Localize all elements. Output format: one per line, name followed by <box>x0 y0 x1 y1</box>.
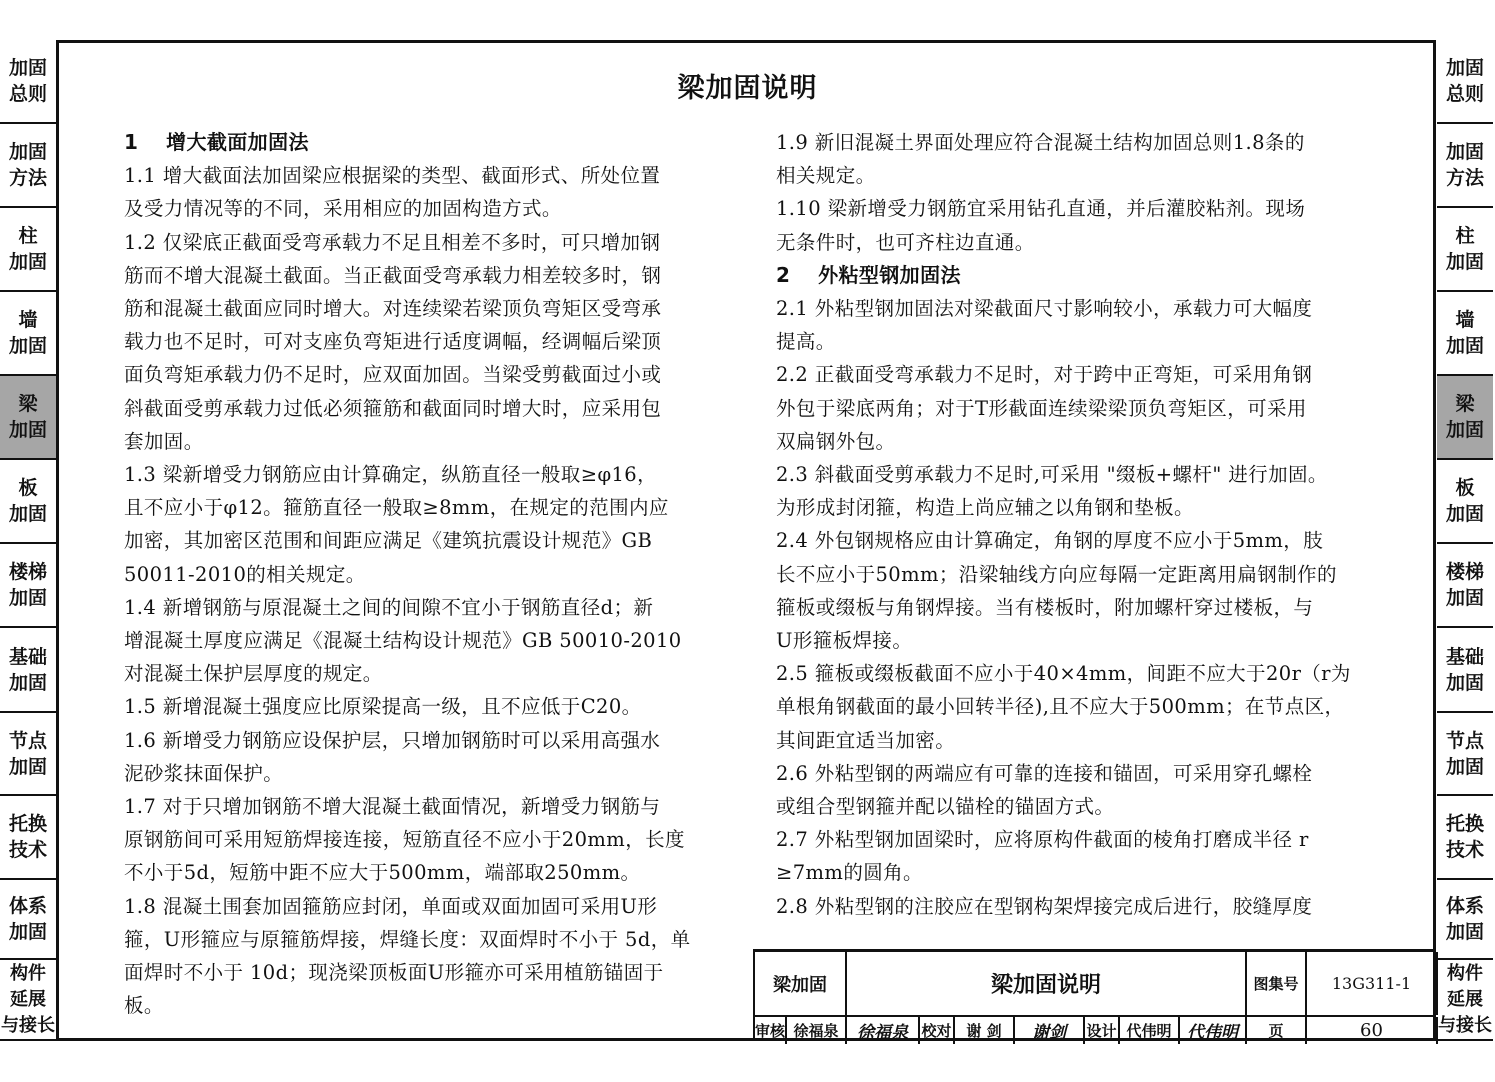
side-tab[interactable]: 柱 加固 <box>0 208 56 292</box>
drawing-title-cell: 梁加固说明 <box>847 952 1247 1015</box>
check-signature: 谢剑 <box>1015 1017 1085 1044</box>
side-tab[interactable]: 加固 总则 <box>0 40 56 124</box>
page-title: 梁加固说明 <box>677 73 818 104</box>
side-tab[interactable]: 基础 加固 <box>1437 628 1493 713</box>
side-tab[interactable]: 楼梯 加固 <box>0 544 56 628</box>
side-tab[interactable]: 构件 延展 与接长 <box>1437 960 1493 1041</box>
clause-paragraph: 2.4 外包钢规格应由计算确定，角钢的厚度不应小于5mm，肢 长不应小于50mm；沿梁轴线方向应每隔一定距离用扁钢制作的 箍板或缀板与角钢焊接。当有楼板时，附加螺杆穿过楼板，与 U形箍板焊接。 <box>776 529 1337 653</box>
side-tab[interactable]: 节点 加固 <box>1437 713 1493 796</box>
review-label: 审核 <box>755 1017 787 1044</box>
left-text-column <box>124 126 724 1022</box>
clause-paragraph: 1.9 新旧混凝土界面处理应符合混凝土结构加固总则1.8条的 相关规定。 <box>776 131 1305 188</box>
check-name: 谢 剑 <box>955 1017 1015 1044</box>
section-heading: 1 增大截面加固法 <box>124 130 309 154</box>
clause-paragraph: 2.2 正截面受弯承载力不足时，对于跨中正弯矩，可采用角钢 外包于梁底两角；对于T形截面连续梁梁顶负弯矩区，可采用 双扁钢外包。 <box>776 363 1313 453</box>
side-tab[interactable]: 体系 加固 <box>1437 880 1493 960</box>
design-label: 设计 <box>1085 1017 1120 1044</box>
clause-paragraph: 1.8 混凝土围套加固箍筋应封闭，单面或双面加固可采用U形 箍，U形箍应与原箍筋焊接，焊缝长度：双面焊时不小于 5d，单 面焊时不小于 10d；现浇梁顶板面U形箍亦可采用植筋锚固于 板。 <box>124 894 691 1018</box>
clause-paragraph: 2.1 外粘型钢加固法对梁截面尺寸影响较小，承载力可大幅度 提高。 <box>776 297 1313 354</box>
clause-paragraph: 1.5 新增混凝土强度应比原梁提高一级，且不应低于C20。 <box>124 695 642 719</box>
side-tab[interactable]: 柱 加固 <box>1437 208 1493 292</box>
clause-paragraph: 1.10 梁新增受力钢筋宜采用钻孔直通，并后灌胶粘剂。现场 无条件时，也可齐柱边直通。 <box>776 197 1306 254</box>
side-tab[interactable]: 墙 加固 <box>0 292 56 376</box>
clause-paragraph: 1.6 新增受力钢筋应设保护层，只增加钢筋时可以采用高强水 泥砂浆抹面保护。 <box>124 728 661 785</box>
side-tab[interactable]: 托换 技术 <box>0 796 56 880</box>
section-heading: 2 外粘型钢加固法 <box>776 262 961 287</box>
side-tab[interactable]: 基础 加固 <box>0 628 56 713</box>
clause-paragraph: 2.6 外粘型钢的两端应有可靠的连接和锚固，可采用穿孔螺栓 或组合型钢箍并配以锚栓的锚固方式。 <box>776 761 1313 819</box>
clause-paragraph: 2.8 外粘型钢的注胶应在型钢构架焊接完成后进行，胶缝厚度 <box>776 894 1313 918</box>
side-tab[interactable]: 梁 加固 <box>0 376 56 460</box>
title-block <box>753 949 1436 1041</box>
atlas-number: 13G311-1 <box>1307 952 1438 1015</box>
right-text-column <box>776 126 1376 923</box>
side-tab[interactable]: 板 加固 <box>0 460 56 544</box>
design-name: 代伟明 <box>1120 1017 1180 1044</box>
atlas-label: 图集号 <box>1247 952 1307 1015</box>
page-label: 页 <box>1247 1017 1307 1044</box>
clause-paragraph: 1.3 梁新增受力钢筋应由计算确定，纵筋直径一般取≥φ16， 且不应小于φ12。箍筋直径一般取≥8mm，在规定的范围内应 加密，其加密区范围和间距应满足《建筑抗震设计规范》GB 50011-2010的相关规定。 <box>124 463 669 586</box>
clause-paragraph: 1.1 增大截面法加固梁应根据梁的类型、截面形式、所处位置 及受力情况等的不同，采用相应的加固构造方式。 <box>124 164 661 221</box>
review-signature: 徐福泉 <box>847 1017 920 1044</box>
side-tab[interactable]: 板 加固 <box>1437 460 1493 544</box>
side-tab[interactable]: 加固 总则 <box>1437 40 1493 124</box>
side-tab[interactable]: 加固 方法 <box>1437 124 1493 208</box>
side-tab[interactable]: 节点 加固 <box>0 713 56 796</box>
clause-paragraph: 2.5 箍板或缀板截面不应小于40×4mm，间距不应大于20r（r为 单根角钢截面的最小回转半径),且不应大于500mm；在节点区， 其间距宜适当加密。 <box>776 662 1351 752</box>
side-tab[interactable]: 托换 技术 <box>1437 796 1493 880</box>
clause-paragraph: 2.7 外粘型钢加固梁时，应将原构件截面的棱角打磨成半径 r ≥7mm的圆角。 <box>776 828 1309 885</box>
side-tab[interactable]: 墙 加固 <box>1437 292 1493 376</box>
side-tab[interactable]: 楼梯 加固 <box>1437 544 1493 628</box>
category-cell: 梁加固 <box>755 952 847 1015</box>
side-tab[interactable]: 构件 延展 与接长 <box>0 960 56 1041</box>
clause-paragraph: 1.4 新增钢筋与原混凝土之间的间隙不宜小于钢筋直径d；新 增混凝土厚度应满足《混凝土结构设计规范》GB 50010-2010 对混凝土保护层厚度的规定。 <box>124 595 682 686</box>
side-tab[interactable]: 体系 加固 <box>0 880 56 960</box>
clause-paragraph: 2.3 斜截面受剪承载力不足时,可采用 "缀板+螺杆" 进行加固。 为形成封闭箍，构造上尚应辅之以角钢和垫板。 <box>776 463 1328 520</box>
side-tab[interactable]: 梁 加固 <box>1437 376 1493 460</box>
clause-paragraph: 1.7 对于只增加钢筋不增大混凝土截面情况，新增受力钢筋与 原钢筋间可采用短筋焊接连接，短筋直径不应小于20mm，长度 不小于5d，短筋中距不应大于500mm，端部取250mm。 <box>124 795 685 885</box>
check-label: 校对 <box>920 1017 955 1044</box>
design-signature: 代伟明 <box>1180 1017 1247 1044</box>
review-name: 徐福泉 <box>787 1017 847 1044</box>
side-tab[interactable]: 加固 方法 <box>0 124 56 208</box>
page-number: 60 <box>1307 1017 1438 1044</box>
clause-paragraph: 1.2 仅梁底正截面受弯承载力不足且相差不多时，可只增加钢 筋而不增大混凝土截面。当正截面受弯承载力相差较多时，钢 筋和混凝土截面应同时增大。对连续梁若梁顶负弯矩区受弯承 载力也不足时，可对支座负弯矩进行适度调幅，经调幅后梁顶 面负弯矩承载力仍不足时，应双面加固。当梁受剪截面过小或 斜截面受剪承载力过低必须箍筋和截面同时增大时，应采用包 套加固。 <box>124 230 662 453</box>
